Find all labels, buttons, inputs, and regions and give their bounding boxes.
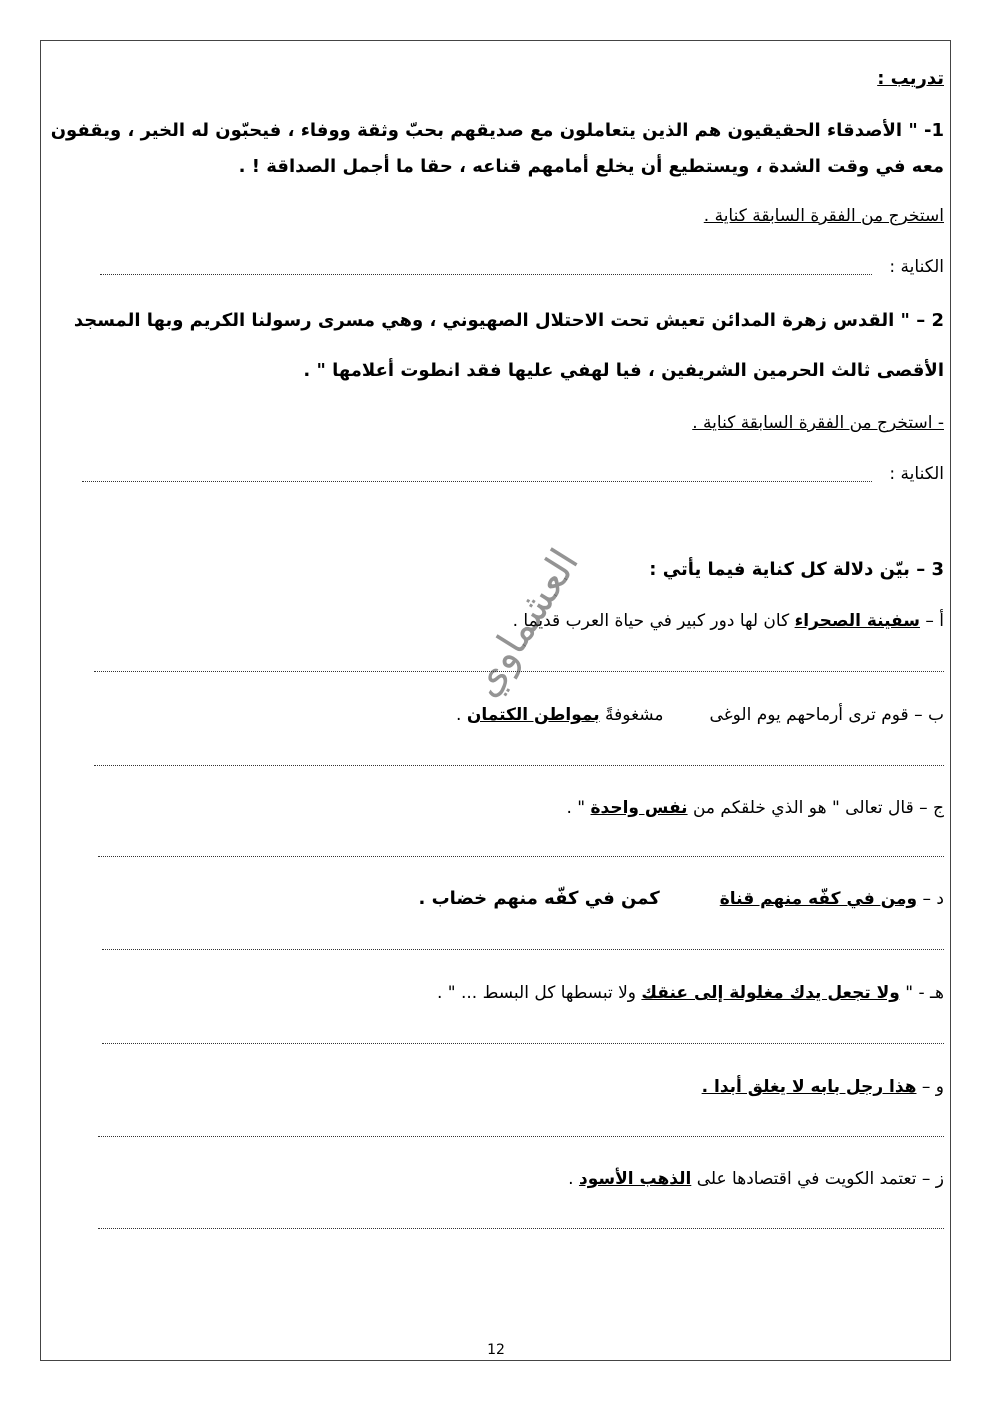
q2-paragraph-line-1: 2 – " القدس زهرة المدائن تعيش تحت الاحتلال الصهيوني ، وهي مسرى رسولنا الكريم وبها المسجد (73, 310, 944, 331)
q1-paragraph-line-1: 1- " الأصدقاء الحقيقيون هم الذين يتعاملون مع صديقهم بحبّ وثقة ووفاء ، فيحبّون له الخير ، ويقفون (50, 120, 944, 141)
q3-item-c-prefix: ج – قال تعالى " هو الذي خلقكم من (687, 798, 944, 818)
watermark: العشماوي (461, 541, 589, 705)
q3-item-d (418, 886, 944, 912)
q3-title: 3 – بيّن دلالة كل كناية فيما يأتي : (649, 559, 944, 580)
q3-item-g-rest: . (568, 1169, 579, 1189)
q1-answer-line[interactable] (100, 274, 872, 275)
q3-item-a (513, 608, 944, 634)
q3-item-d-kinaya: ومن في كفّه منهم قناة (719, 889, 918, 909)
q3-item-b (456, 702, 944, 728)
q3-item-f (702, 1074, 944, 1100)
q1-answer-label: الكناية : (889, 257, 944, 277)
q3-item-e (437, 980, 944, 1006)
q3-item-b-prefix: ب – قوم ترى أرماحهم يوم الوغى (709, 705, 944, 725)
q3-item-e-rest: ولا تبسطها كل البسط ... " . (436, 983, 642, 1003)
q3-item-e-answer-line[interactable] (102, 1043, 944, 1044)
q2-paragraph-line-2: الأقصى ثالث الحرمين الشريفين ، فيا لهفي عليها فقد انطوت أعلامها " . (303, 360, 944, 381)
q3-item-c (566, 795, 944, 821)
q3-item-a-rest: كان لها دور كبير في حياة العرب قديما . (512, 611, 795, 631)
q3-item-e-prefix: هـ - " (899, 983, 944, 1003)
q3-item-f-kinaya: هذا رجل بابه لا يغلق أبدا . (701, 1077, 917, 1097)
q3-item-f-prefix: و – (916, 1077, 944, 1097)
q1-instruction: استخرج من الفقرة السابقة كناية . (703, 206, 944, 226)
q3-item-d-rest: كمن في كفّه منهم خضاب . (418, 888, 660, 909)
q3-item-g-kinaya: الذهب الأسود (578, 1169, 692, 1189)
q3-item-a-kinaya: سفينة الصحراء (794, 611, 920, 631)
q3-item-c-kinaya: نفس واحدة (590, 798, 688, 818)
page-number: 12 (487, 1342, 505, 1358)
q3-item-a-prefix: أ – (919, 611, 944, 631)
q2-answer-line[interactable] (82, 481, 872, 482)
q3-item-c-answer-line[interactable] (98, 856, 944, 857)
q2-instruction: - استخرج من الفقرة السابقة كناية . (692, 413, 944, 433)
q3-item-d-answer-line[interactable] (102, 949, 944, 950)
q3-item-f-answer-line[interactable] (98, 1136, 944, 1137)
q3-item-e-kinaya: ولا تجعل يدك مغلولة إلى عنقك (641, 983, 900, 1003)
q3-item-g (568, 1166, 944, 1192)
q3-item-b-kinaya: بمواطن الكتمان (466, 705, 600, 725)
q3-item-d-prefix: د – (917, 889, 944, 909)
q3-item-g-answer-line[interactable] (98, 1228, 944, 1229)
q3-item-g-prefix: ز – تعتمد الكويت في اقتصادها على (691, 1169, 944, 1189)
exercise-heading: تدريب : (877, 68, 944, 89)
q3-item-c-rest: " . (566, 798, 591, 818)
q3-item-b-mid: مشغوفةً (599, 705, 664, 725)
q3-item-b-answer-line[interactable] (94, 765, 944, 766)
q1-paragraph-line-2: معه في وقت الشدة ، ويستطيع أن يخلع أمامهم قناعه ، حقا ما أجمل الصداقة ! . (238, 156, 944, 177)
q3-item-b-rest: . (456, 705, 467, 725)
q2-answer-label: الكناية : (889, 464, 944, 484)
